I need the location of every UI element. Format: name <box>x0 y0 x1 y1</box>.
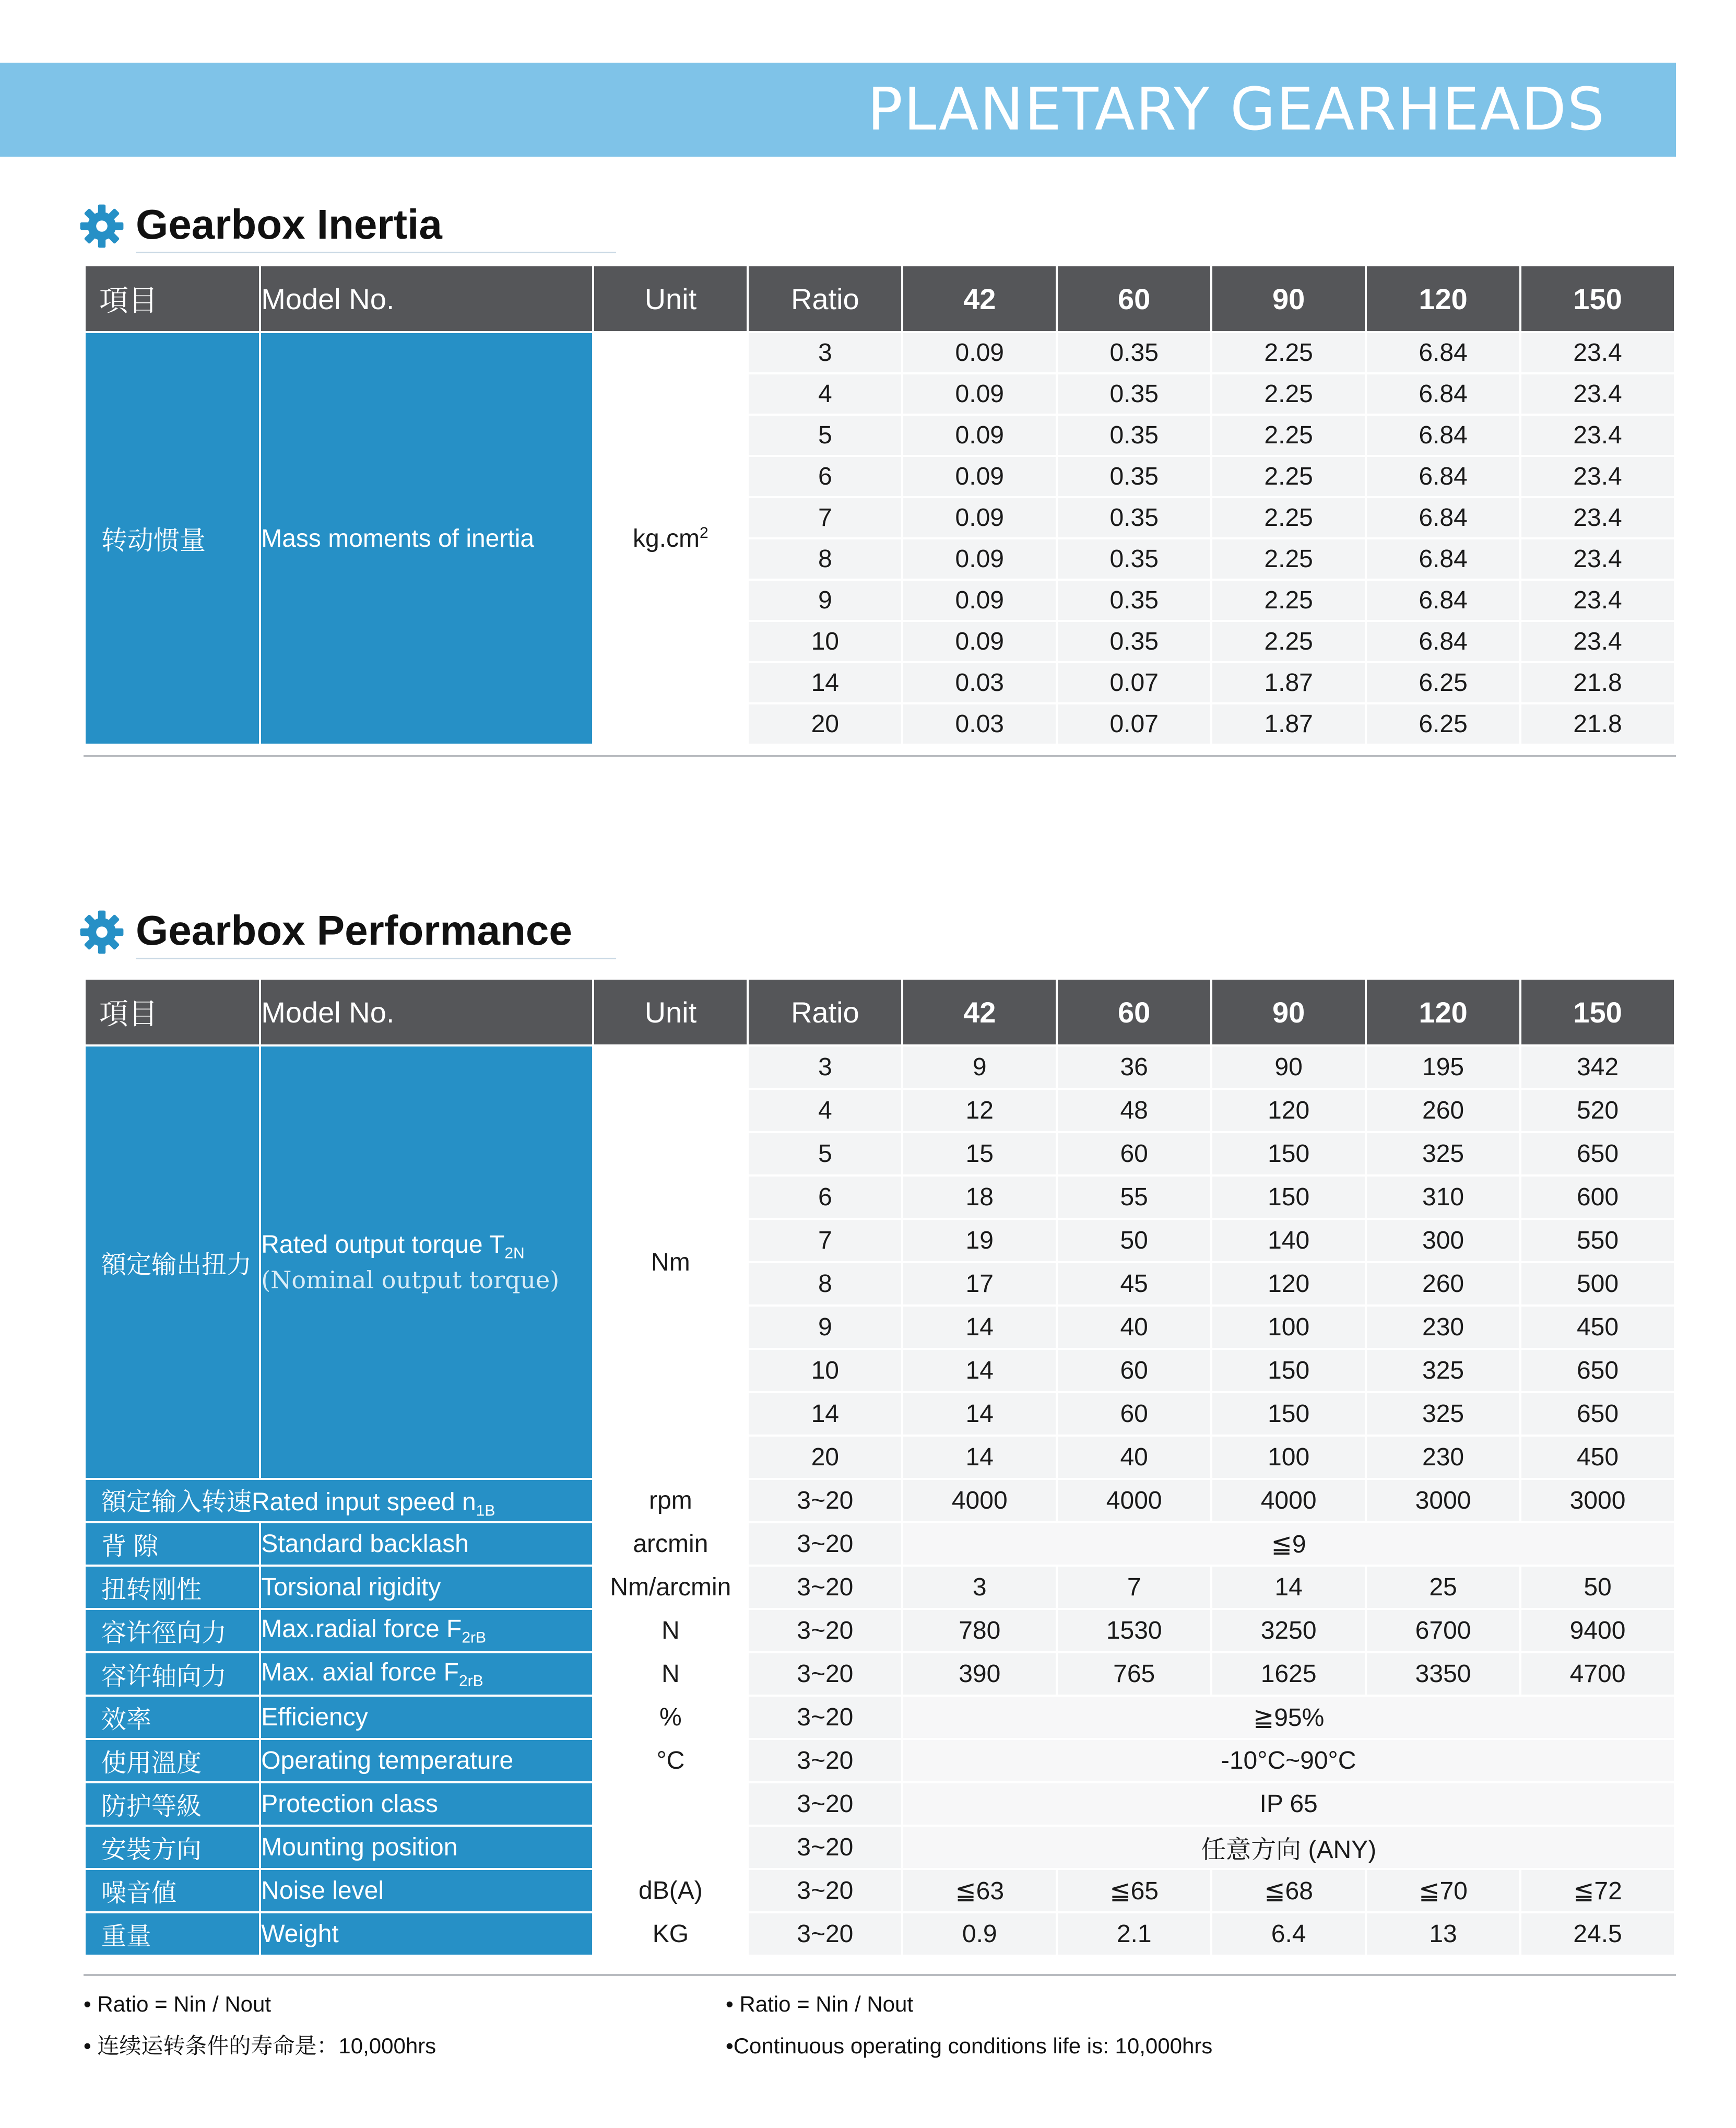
value-cell: ≦72 <box>1521 1870 1674 1911</box>
ratio-cell: 10 <box>749 1350 901 1391</box>
value-cell: 2.25 <box>1212 416 1365 455</box>
value-cell: 14 <box>903 1393 1056 1435</box>
value-cell: 1.87 <box>1212 704 1365 744</box>
value-cell: 4700 <box>1521 1653 1674 1695</box>
value-cell: 21.8 <box>1521 704 1674 744</box>
header-ratio: Ratio <box>749 266 901 331</box>
value-cell: 230 <box>1367 1437 1519 1478</box>
value-cell: 325 <box>1367 1133 1519 1174</box>
ratio-cell: 3~20 <box>749 1740 901 1781</box>
value-cell: 0.35 <box>1058 622 1210 661</box>
unit-cell: N <box>594 1610 747 1651</box>
value-cell: 650 <box>1521 1350 1674 1391</box>
note-life-en: •Continuous operating conditions life is: 10,000hrs <box>726 2033 1213 2058</box>
value-cell: 50 <box>1521 1567 1674 1608</box>
inertia-heading <box>78 193 616 256</box>
unit-cell: Nm <box>594 1047 747 1478</box>
ratio-cell: 3~20 <box>749 1913 901 1955</box>
table-row <box>86 1610 1674 1651</box>
spec-label-en <box>261 1827 592 1868</box>
value-cell: 260 <box>1367 1090 1519 1131</box>
spec-label-en-text: Operating temperature <box>261 1747 514 1774</box>
value-cell: 2.25 <box>1212 498 1365 537</box>
value-cell: 23.4 <box>1521 333 1674 372</box>
spec-label-cn: 容许徑向力 <box>86 1610 259 1651</box>
spec-label-cn: 效率 <box>86 1697 259 1738</box>
unit-base: kg.cm <box>633 524 700 552</box>
header-model: Model No. <box>261 980 592 1044</box>
value-cell: 0.07 <box>1058 663 1210 702</box>
ratio-cell: 4 <box>749 374 901 414</box>
unit-cell <box>594 333 747 744</box>
value-cell: 780 <box>903 1610 1056 1651</box>
value-cell: 9400 <box>1521 1610 1674 1651</box>
merged-value-cell: ≧95% <box>903 1697 1674 1738</box>
ratio-cell: 3~20 <box>749 1653 901 1695</box>
value-cell: 18 <box>903 1177 1056 1218</box>
header-item: 項目 <box>86 266 259 331</box>
ratio-cell: 8 <box>749 1263 901 1304</box>
spec-label-cn: 重量 <box>86 1913 259 1955</box>
value-cell: 90 <box>1212 1047 1365 1088</box>
value-cell: 765 <box>1058 1653 1210 1695</box>
header-size: 150 <box>1521 980 1674 1044</box>
value-cell: 6.84 <box>1367 374 1519 414</box>
table-row <box>86 1783 1674 1825</box>
ratio-cell: 20 <box>749 1437 901 1478</box>
value-cell: 12 <box>903 1090 1056 1131</box>
spec-label-cn: 使用溫度 <box>86 1740 259 1781</box>
unit-sup: 2 <box>700 524 708 542</box>
value-cell: 2.1 <box>1058 1913 1210 1955</box>
value-cell: 6.84 <box>1367 539 1519 579</box>
value-cell: 260 <box>1367 1263 1519 1304</box>
value-cell: 45 <box>1058 1263 1210 1304</box>
value-cell: 23.4 <box>1521 374 1674 414</box>
speed-label <box>86 1480 592 1521</box>
unit-cell <box>594 1783 747 1825</box>
heading-rule <box>136 252 616 253</box>
header-item: 項目 <box>86 980 259 1044</box>
value-cell: 6.84 <box>1367 498 1519 537</box>
header-size: 120 <box>1367 980 1519 1044</box>
value-cell: 550 <box>1521 1220 1674 1261</box>
header-size: 42 <box>903 266 1056 331</box>
ratio-cell: 8 <box>749 539 901 579</box>
value-cell: 48 <box>1058 1090 1210 1131</box>
value-cell: 6.84 <box>1367 622 1519 661</box>
performance-table <box>84 978 1676 1957</box>
ratio-cell: 3~20 <box>749 1523 901 1565</box>
value-cell: 60 <box>1058 1133 1210 1174</box>
value-cell: 2.25 <box>1212 581 1365 620</box>
heading-rule <box>136 958 616 959</box>
ratio-cell: 3~20 <box>749 1697 901 1738</box>
inertia-heading-text: Gearbox Inertia <box>136 201 442 248</box>
value-cell: 23.4 <box>1521 457 1674 496</box>
note-ratio-en: • Ratio = Nin / Nout <box>726 1992 914 2016</box>
value-cell: 3250 <box>1212 1610 1365 1651</box>
row-label-en: Mass moments of inertia <box>261 333 592 744</box>
value-cell: 21.8 <box>1521 663 1674 702</box>
unit-cell: % <box>594 1697 747 1738</box>
spec-label-en-text: Standard backlash <box>261 1530 469 1558</box>
value-cell: 0.35 <box>1058 416 1210 455</box>
value-cell: 36 <box>1058 1047 1210 1088</box>
value-cell: 17 <box>903 1263 1056 1304</box>
note-ratio-cn: • Ratio = Nin / Nout <box>84 1992 271 2016</box>
torque-label-en-text: Rated output torque T <box>261 1231 505 1259</box>
value-cell: 2.25 <box>1212 539 1365 579</box>
value-cell: 25 <box>1367 1567 1519 1608</box>
ratio-cell: 4 <box>749 1090 901 1131</box>
value-cell: 0.09 <box>903 374 1056 414</box>
ratio-cell: 7 <box>749 1220 901 1261</box>
spec-label-en <box>261 1567 592 1608</box>
value-cell: 0.07 <box>1058 704 1210 744</box>
spec-label-sub: 2rB <box>458 1672 483 1690</box>
value-cell: 310 <box>1367 1177 1519 1218</box>
table-row <box>86 1523 1674 1565</box>
value-cell: 23.4 <box>1521 539 1674 579</box>
value-cell: 4000 <box>1212 1480 1365 1521</box>
torque-label-en2: (Nominal output torque) <box>261 1265 560 1294</box>
table-row <box>86 1047 1674 1088</box>
speed-label-sub: 1B <box>476 1502 495 1520</box>
value-cell: ≦63 <box>903 1870 1056 1911</box>
spec-label-en <box>261 1653 592 1695</box>
torque-label-sub: 2N <box>504 1244 525 1262</box>
row-label-cn: 转动惯量 <box>86 333 259 744</box>
merged-value-cell: IP 65 <box>903 1783 1674 1825</box>
table-row <box>86 1740 1674 1781</box>
header-size: 150 <box>1521 266 1674 331</box>
unit-cell: rpm <box>594 1480 747 1521</box>
ratio-cell: 3~20 <box>749 1870 901 1911</box>
banner-title: PLANETARY GEARHEADS <box>867 76 1605 144</box>
table-bottom-rule <box>84 1974 1676 1976</box>
ratio-cell: 3~20 <box>749 1783 901 1825</box>
value-cell: 0.35 <box>1058 498 1210 537</box>
header-size: 60 <box>1058 980 1210 1044</box>
value-cell: 0.35 <box>1058 457 1210 496</box>
header-unit: Unit <box>594 980 747 1044</box>
speed-label-text: 額定输入转速Rated input speed n <box>101 1488 476 1516</box>
table-row <box>86 1697 1674 1738</box>
value-cell: 4000 <box>903 1480 1056 1521</box>
ratio-cell: 3~20 <box>749 1827 901 1868</box>
value-cell: 325 <box>1367 1350 1519 1391</box>
value-cell: 1530 <box>1058 1610 1210 1651</box>
inertia-table <box>84 264 1676 746</box>
value-cell: 6.84 <box>1367 416 1519 455</box>
note-life-cn: • 连续运转条件的寿命是：10,000hrs <box>84 2033 436 2058</box>
spec-label-en-text: Weight <box>261 1920 339 1948</box>
unit-cell: N <box>594 1653 747 1695</box>
value-cell: 13 <box>1367 1913 1519 1955</box>
value-cell: 40 <box>1058 1307 1210 1348</box>
value-cell: 450 <box>1521 1437 1674 1478</box>
value-cell: 650 <box>1521 1393 1674 1435</box>
spec-label-cn: 背 隙 <box>86 1523 259 1565</box>
table-row <box>86 1653 1674 1695</box>
performance-heading <box>78 899 616 962</box>
value-cell: 0.35 <box>1058 333 1210 372</box>
value-cell: 14 <box>903 1350 1056 1391</box>
spec-label-en <box>261 1697 592 1738</box>
inertia-header-row <box>86 266 1674 331</box>
value-cell: 6.25 <box>1367 704 1519 744</box>
value-cell: 24.5 <box>1521 1913 1674 1955</box>
unit-cell: Nm/arcmin <box>594 1567 747 1608</box>
value-cell: 4000 <box>1058 1480 1210 1521</box>
unit-cell: arcmin <box>594 1523 747 1565</box>
ratio-cell: 5 <box>749 1133 901 1174</box>
value-cell: 23.4 <box>1521 581 1674 620</box>
spec-label-en-text: Mounting position <box>261 1833 458 1861</box>
value-cell: 150 <box>1212 1393 1365 1435</box>
merged-value-cell: ≦9 <box>903 1523 1674 1565</box>
ratio-cell: 6 <box>749 1177 901 1218</box>
ratio-cell: 9 <box>749 581 901 620</box>
unit-cell <box>594 1827 747 1868</box>
table-row <box>86 1827 1674 1868</box>
value-cell: 3350 <box>1367 1653 1519 1695</box>
value-cell: 520 <box>1521 1090 1674 1131</box>
ratio-cell: 10 <box>749 622 901 661</box>
value-cell: 0.9 <box>903 1913 1056 1955</box>
spec-label-cn: 安裝方向 <box>86 1827 259 1868</box>
value-cell: 6.84 <box>1367 457 1519 496</box>
value-cell: 2.25 <box>1212 457 1365 496</box>
spec-label-cn: 防护等級 <box>86 1783 259 1825</box>
gear-icon <box>78 909 125 956</box>
spec-label-cn: 容许轴向力 <box>86 1653 259 1695</box>
ratio-cell: 14 <box>749 1393 901 1435</box>
ratio-cell: 5 <box>749 416 901 455</box>
value-cell: 14 <box>903 1437 1056 1478</box>
value-cell: 0.03 <box>903 704 1056 744</box>
value-cell: 150 <box>1212 1350 1365 1391</box>
table-row <box>86 333 1674 372</box>
ratio-cell: 3 <box>749 333 901 372</box>
spec-label-cn: 噪音値 <box>86 1870 259 1911</box>
gear-icon <box>78 203 125 250</box>
value-cell: 650 <box>1521 1133 1674 1174</box>
value-cell: 2.25 <box>1212 622 1365 661</box>
table-row <box>86 1480 1674 1521</box>
spec-label-sub: 2rB <box>462 1629 487 1647</box>
value-cell: 0.09 <box>903 333 1056 372</box>
spec-label-en-text: Max. axial force F <box>261 1658 459 1686</box>
value-cell: 600 <box>1521 1177 1674 1218</box>
header-size: 60 <box>1058 266 1210 331</box>
value-cell: ≦70 <box>1367 1870 1519 1911</box>
value-cell: 55 <box>1058 1177 1210 1218</box>
ratio-cell: 9 <box>749 1307 901 1348</box>
value-cell: 23.4 <box>1521 622 1674 661</box>
table-row <box>86 1567 1674 1608</box>
spec-label-en <box>261 1913 592 1955</box>
value-cell: 1.87 <box>1212 663 1365 702</box>
value-cell: 0.35 <box>1058 581 1210 620</box>
value-cell: ≦65 <box>1058 1870 1210 1911</box>
header-unit: Unit <box>594 266 747 331</box>
spec-label-en <box>261 1610 592 1651</box>
value-cell: 300 <box>1367 1220 1519 1261</box>
ratio-cell: 3~20 <box>749 1480 901 1521</box>
header-model: Model No. <box>261 266 592 331</box>
value-cell: 0.09 <box>903 581 1056 620</box>
value-cell: 230 <box>1367 1307 1519 1348</box>
spec-label-en-text: Torsional rigidity <box>261 1573 441 1601</box>
spec-label-en-text: Max.radial force F <box>261 1615 462 1643</box>
value-cell: 100 <box>1212 1437 1365 1478</box>
value-cell: 7 <box>1058 1567 1210 1608</box>
unit-cell: dB(A) <box>594 1870 747 1911</box>
value-cell: 0.03 <box>903 663 1056 702</box>
value-cell: 140 <box>1212 1220 1365 1261</box>
value-cell: 0.09 <box>903 539 1056 579</box>
table-bottom-rule <box>84 755 1676 757</box>
value-cell: 3000 <box>1521 1480 1674 1521</box>
value-cell: 1625 <box>1212 1653 1365 1695</box>
table-row <box>86 1913 1674 1955</box>
spec-label-en <box>261 1523 592 1565</box>
value-cell: 23.4 <box>1521 498 1674 537</box>
header-size: 120 <box>1367 266 1519 331</box>
value-cell: 390 <box>903 1653 1056 1695</box>
value-cell: 14 <box>903 1307 1056 1348</box>
value-cell: 23.4 <box>1521 416 1674 455</box>
value-cell: 150 <box>1212 1133 1365 1174</box>
spec-label-en <box>261 1783 592 1825</box>
value-cell: 0.09 <box>903 416 1056 455</box>
spec-label-en-text: Noise level <box>261 1877 384 1904</box>
header-banner <box>0 63 1676 157</box>
value-cell: 0.09 <box>903 622 1056 661</box>
torque-label-en <box>261 1047 592 1478</box>
value-cell: 325 <box>1367 1393 1519 1435</box>
spec-label-en <box>261 1870 592 1911</box>
value-cell: 6.25 <box>1367 663 1519 702</box>
value-cell: 100 <box>1212 1307 1365 1348</box>
performance-header-row <box>86 980 1674 1044</box>
value-cell: 60 <box>1058 1393 1210 1435</box>
value-cell: ≦68 <box>1212 1870 1365 1911</box>
value-cell: 0.09 <box>903 457 1056 496</box>
value-cell: 3 <box>903 1567 1056 1608</box>
value-cell: 195 <box>1367 1047 1519 1088</box>
merged-value-cell: 任意方向 (ANY) <box>903 1827 1674 1868</box>
value-cell: 15 <box>903 1133 1056 1174</box>
performance-heading-text: Gearbox Performance <box>136 907 572 954</box>
unit-cell: KG <box>594 1913 747 1955</box>
spec-label-en-text: Efficiency <box>261 1703 368 1731</box>
value-cell: 450 <box>1521 1307 1674 1348</box>
value-cell: 6.4 <box>1212 1913 1365 1955</box>
value-cell: 2.25 <box>1212 374 1365 414</box>
value-cell: 14 <box>1212 1567 1365 1608</box>
value-cell: 40 <box>1058 1437 1210 1478</box>
merged-value-cell: -10°C~90°C <box>903 1740 1674 1781</box>
header-size: 42 <box>903 980 1056 1044</box>
value-cell: 6700 <box>1367 1610 1519 1651</box>
value-cell: 6.84 <box>1367 581 1519 620</box>
value-cell: 0.35 <box>1058 539 1210 579</box>
ratio-cell: 6 <box>749 457 901 496</box>
ratio-cell: 7 <box>749 498 901 537</box>
unit-cell: °C <box>594 1740 747 1781</box>
value-cell: 0.35 <box>1058 374 1210 414</box>
ratio-cell: 3~20 <box>749 1610 901 1651</box>
spec-label-en-text: Protection class <box>261 1790 439 1818</box>
header-ratio: Ratio <box>749 980 901 1044</box>
value-cell: 120 <box>1212 1263 1365 1304</box>
ratio-cell: 3~20 <box>749 1567 901 1608</box>
value-cell: 9 <box>903 1047 1056 1088</box>
ratio-cell: 14 <box>749 663 901 702</box>
torque-label-cn: 額定输出扭力 <box>86 1047 259 1478</box>
value-cell: 6.84 <box>1367 333 1519 372</box>
value-cell: 2.25 <box>1212 333 1365 372</box>
value-cell: 500 <box>1521 1263 1674 1304</box>
ratio-cell: 20 <box>749 704 901 744</box>
spec-label-en <box>261 1740 592 1781</box>
value-cell: 0.09 <box>903 498 1056 537</box>
value-cell: 150 <box>1212 1177 1365 1218</box>
value-cell: 3000 <box>1367 1480 1519 1521</box>
table-row <box>86 1870 1674 1911</box>
value-cell: 60 <box>1058 1350 1210 1391</box>
value-cell: 19 <box>903 1220 1056 1261</box>
value-cell: 120 <box>1212 1090 1365 1131</box>
value-cell: 342 <box>1521 1047 1674 1088</box>
ratio-cell: 3 <box>749 1047 901 1088</box>
header-size: 90 <box>1212 980 1365 1044</box>
value-cell: 50 <box>1058 1220 1210 1261</box>
spec-label-cn: 扭转刚性 <box>86 1567 259 1608</box>
header-size: 90 <box>1212 266 1365 331</box>
